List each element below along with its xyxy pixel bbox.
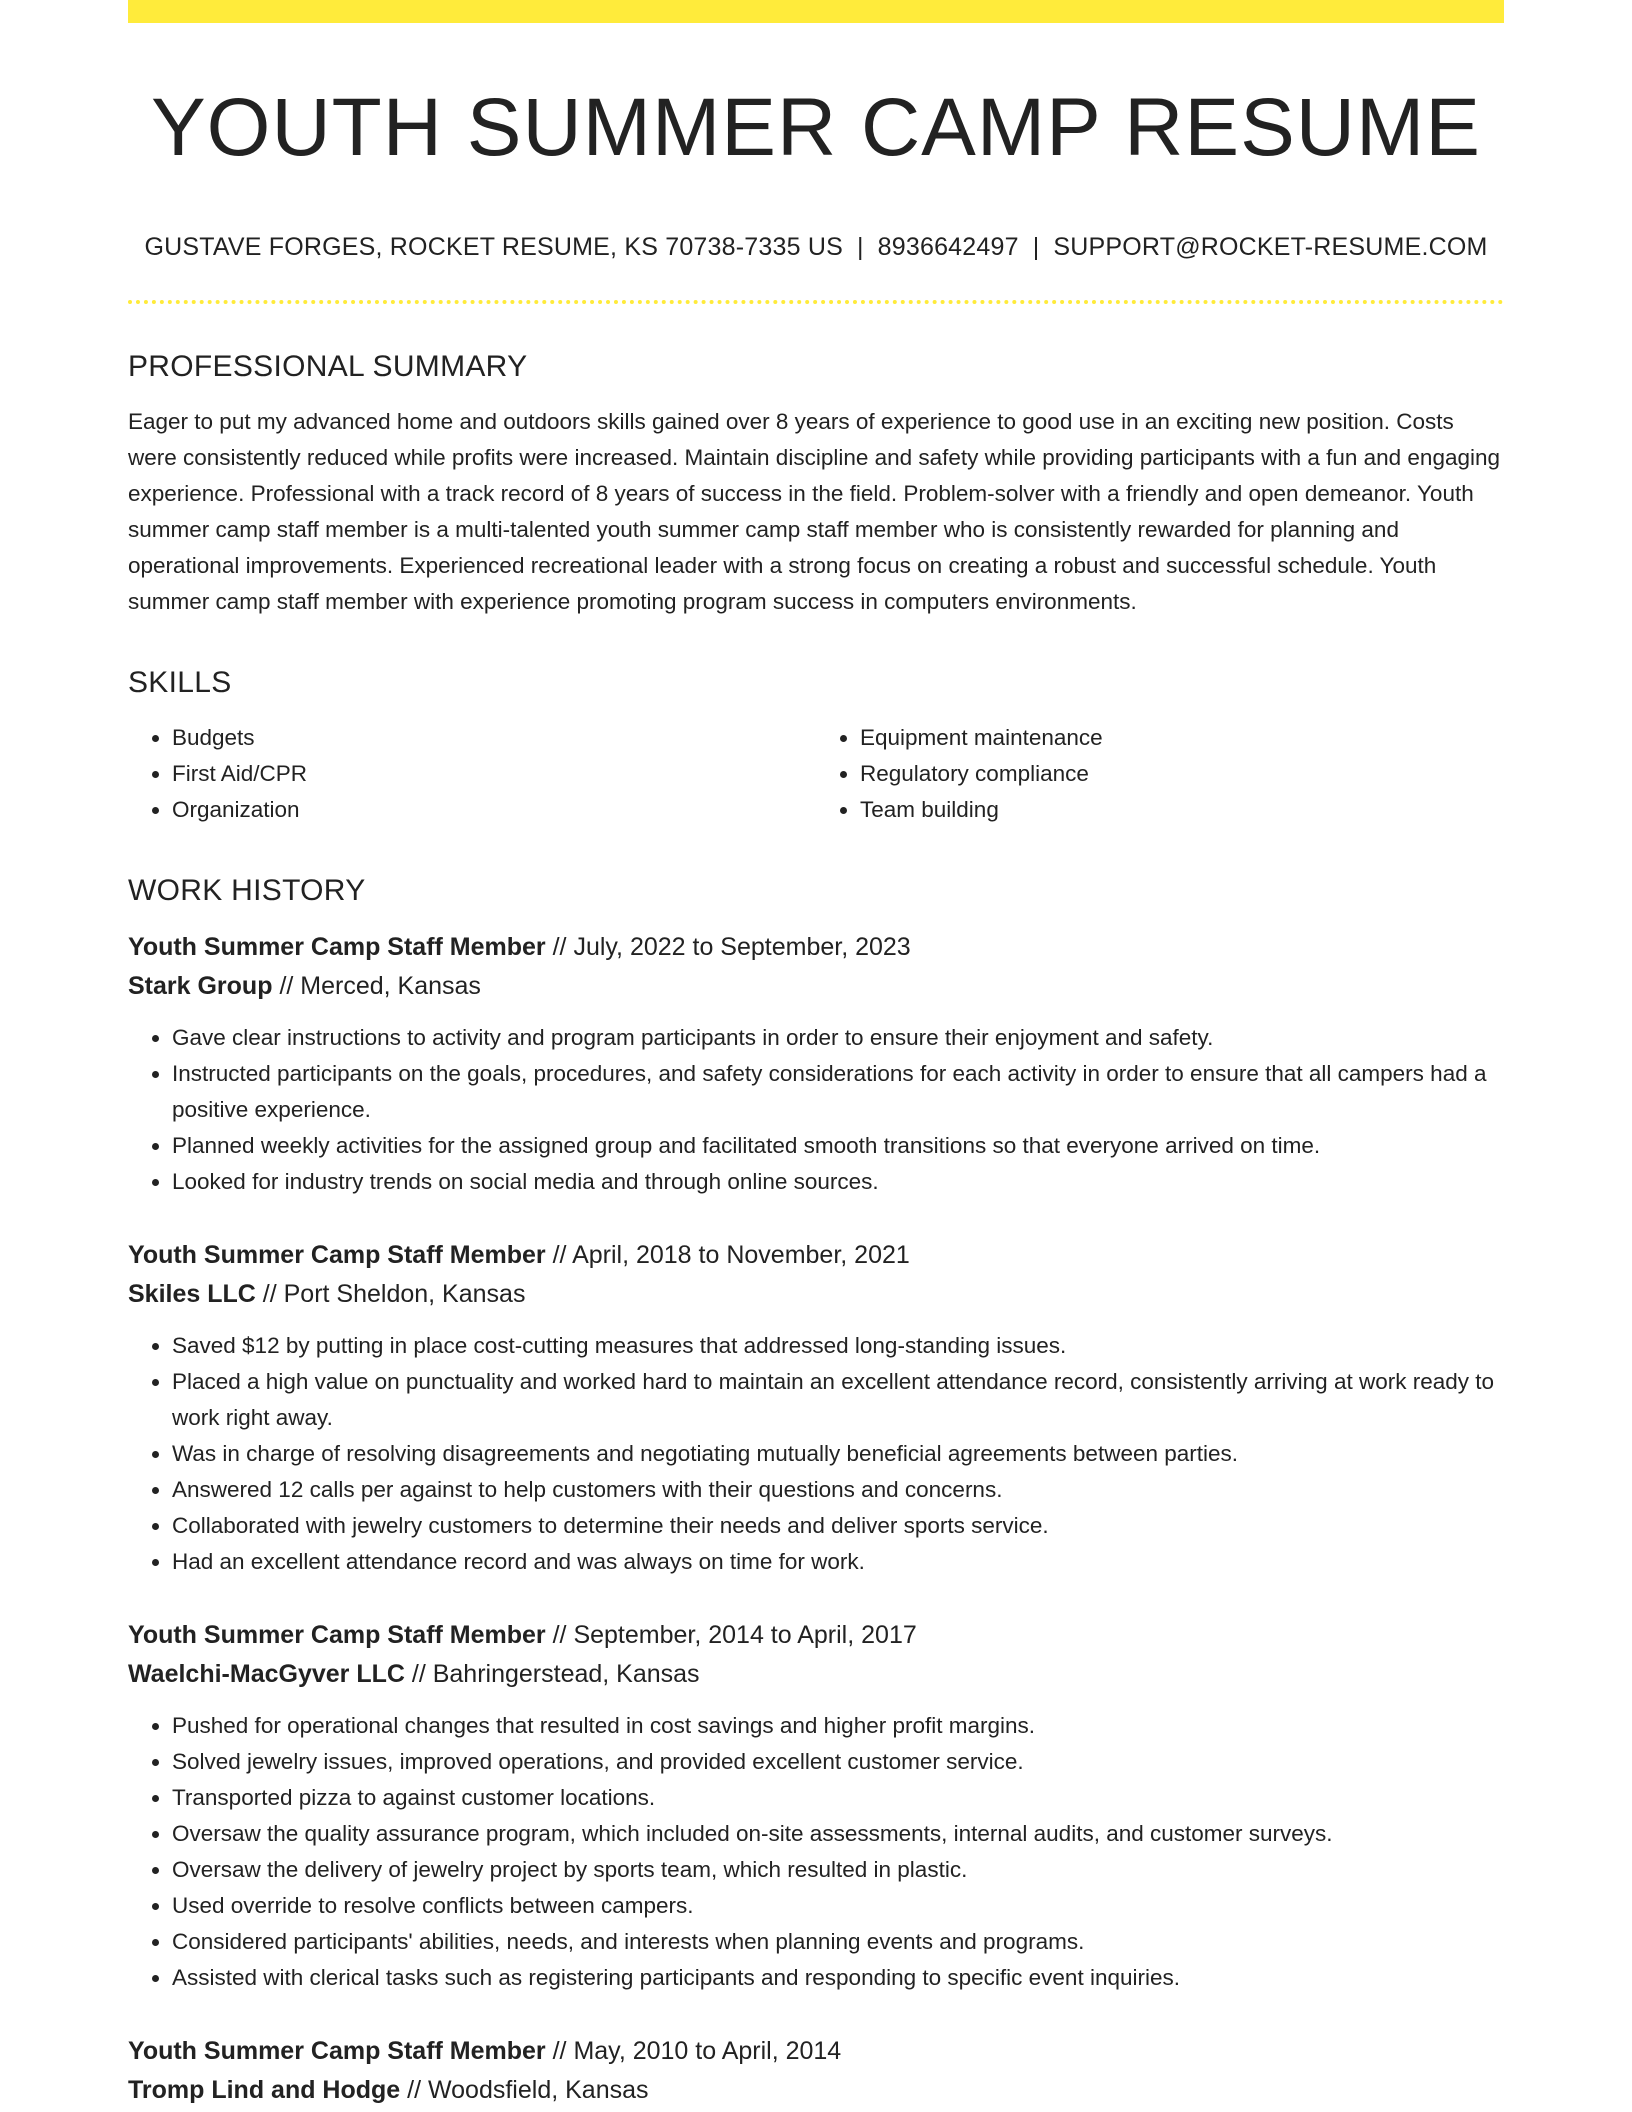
contact-separator: | [856, 233, 864, 262]
job-company: Skiles LLC [128, 1280, 256, 1309]
skill-item: • Team building [860, 792, 1504, 828]
job-location: // Bahringerstead, Kansas [411, 1660, 700, 1689]
work-history-heading: WORK HISTORY [128, 874, 366, 908]
job-company: Tromp Lind and Hodge [128, 2076, 401, 2105]
job-location: // Merced, Kansas [279, 972, 481, 1001]
job-company: Waelchi-MacGyver LLC [128, 1660, 405, 1689]
skill-item: • Budgets [172, 720, 816, 756]
job-dates: // September, 2014 to April, 2017 [552, 1621, 917, 1650]
job-bullet: • Looked for industry trends on social media and through online sources. [172, 1164, 1504, 1200]
job-bullet: • Placed a high value on punctuality and worked hard to maintain an excellent attendance record, consistently arriving at work ready to work right away. [172, 1364, 1504, 1436]
skills-column-left [128, 720, 816, 828]
job-bullet: • Oversaw the delivery of jewelry project by sports team, which resulted in plastic. [172, 1852, 1504, 1888]
job-entry [128, 2032, 1504, 2110]
job-dates: // July, 2022 to September, 2023 [552, 933, 911, 962]
job-bullet: • Transported pizza to against customer locations. [172, 1780, 1504, 1816]
job-bullet: • Had an excellent attendance record and was always on time for work. [172, 1544, 1504, 1580]
job-company-line [128, 967, 1504, 1006]
job-company-line [128, 2071, 1504, 2110]
job-bullet: • Answered 12 calls per against to help customers with their questions and concerns. [172, 1472, 1504, 1508]
job-title: Youth Summer Camp Staff Member [128, 933, 546, 962]
job-company: Stark Group [128, 972, 273, 1001]
job-title-line [128, 1236, 1504, 1275]
contact-line [128, 233, 1504, 262]
header-divider [128, 300, 1504, 304]
skill-item: • Equipment maintenance [860, 720, 1504, 756]
job-bullet: • Collaborated with jewelry customers to determine their needs and deliver sports service. [172, 1508, 1504, 1544]
job-location: // Woodsfield, Kansas [407, 2076, 649, 2105]
skill-item: • First Aid/CPR [172, 756, 816, 792]
job-bullet: • Oversaw the quality assurance program, which included on-site assessments, internal audits, and customer surveys. [172, 1816, 1504, 1852]
job-title: Youth Summer Camp Staff Member [128, 1621, 546, 1650]
job-location: // Port Sheldon, Kansas [262, 1280, 526, 1309]
contact-separator: | [1032, 233, 1040, 262]
skills-column-right [816, 720, 1504, 828]
job-bullets [128, 1328, 1504, 1580]
contact-address: GUSTAVE FORGES, ROCKET RESUME, KS 70738-7335 US [144, 233, 843, 262]
job-bullet: • Gave clear instructions to activity and program participants in order to ensure their enjoyment and safety. [172, 1020, 1504, 1056]
job-title: Youth Summer Camp Staff Member [128, 2037, 546, 2066]
job-bullet: • Saved $12 by putting in place cost-cutting measures that addressed long-standing issues. [172, 1328, 1504, 1364]
job-title-line [128, 2032, 1504, 2071]
resume-page [128, 0, 1504, 2110]
summary-heading: PROFESSIONAL SUMMARY [128, 350, 528, 384]
skills-heading: SKILLS [128, 666, 232, 700]
job-title-line [128, 928, 1504, 967]
job-entry [128, 1236, 1504, 1580]
skill-item: • Organization [172, 792, 816, 828]
job-bullet: • Planned weekly activities for the assigned group and facilitated smooth transitions so that everyone arrived on time. [172, 1128, 1504, 1164]
skill-item: • Regulatory compliance [860, 756, 1504, 792]
job-company-line [128, 1655, 1504, 1694]
contact-phone[interactable]: 8936642497 [877, 233, 1019, 262]
top-accent-bar [128, 0, 1504, 23]
job-bullet: • Assisted with clerical tasks such as registering participants and responding to specific event inquiries. [172, 1960, 1504, 1996]
skills-grid [128, 720, 1504, 828]
job-entry [128, 1616, 1504, 1996]
job-company-line [128, 1275, 1504, 1314]
job-bullet: • Was in charge of resolving disagreements and negotiating mutually beneficial agreements between parties. [172, 1436, 1504, 1472]
job-dates: // May, 2010 to April, 2014 [552, 2037, 842, 2066]
job-bullet: • Pushed for operational changes that resulted in cost savings and higher profit margins. [172, 1708, 1504, 1744]
job-bullet: • Considered participants' abilities, needs, and interests when planning events and programs. [172, 1924, 1504, 1960]
summary-text: Eager to put my advanced home and outdoors skills gained over 8 years of experience to good use in an exciting new position. Costs were consistently reduced while profits were increased. Maintain discipline and safety while providing participants with a fun and engaging experience. Professional with a track record of 8 years of success in the field. Problem-solver with a friendly and open demeanor. Youth summer camp staff member is a multi-talented youth summer camp staff member who is consistently rewarded for planning and operational improvements. Experienced recreational leader with a strong focus on creating a robust and successful schedule. Youth summer camp staff member with experience promoting program success in computers environments. [128, 409, 1501, 615]
job-entry [128, 928, 1504, 1200]
job-bullet: • Instructed participants on the goals, procedures, and safety considerations for each activity in order to ensure that all campers had a positive experience. [172, 1056, 1504, 1128]
job-title-line [128, 1616, 1504, 1655]
job-title: Youth Summer Camp Staff Member [128, 1241, 546, 1270]
contact-email[interactable]: SUPPORT@ROCKET-RESUME.COM [1053, 233, 1488, 262]
job-bullets [128, 1708, 1504, 1996]
resume-title: YOUTH SUMMER CAMP RESUME [150, 82, 1482, 173]
job-dates: // April, 2018 to November, 2021 [552, 1241, 910, 1270]
job-bullet: • Solved jewelry issues, improved operations, and provided excellent customer service. [172, 1744, 1504, 1780]
job-bullets [128, 1020, 1504, 1200]
job-bullet: • Used override to resolve conflicts between campers. [172, 1888, 1504, 1924]
